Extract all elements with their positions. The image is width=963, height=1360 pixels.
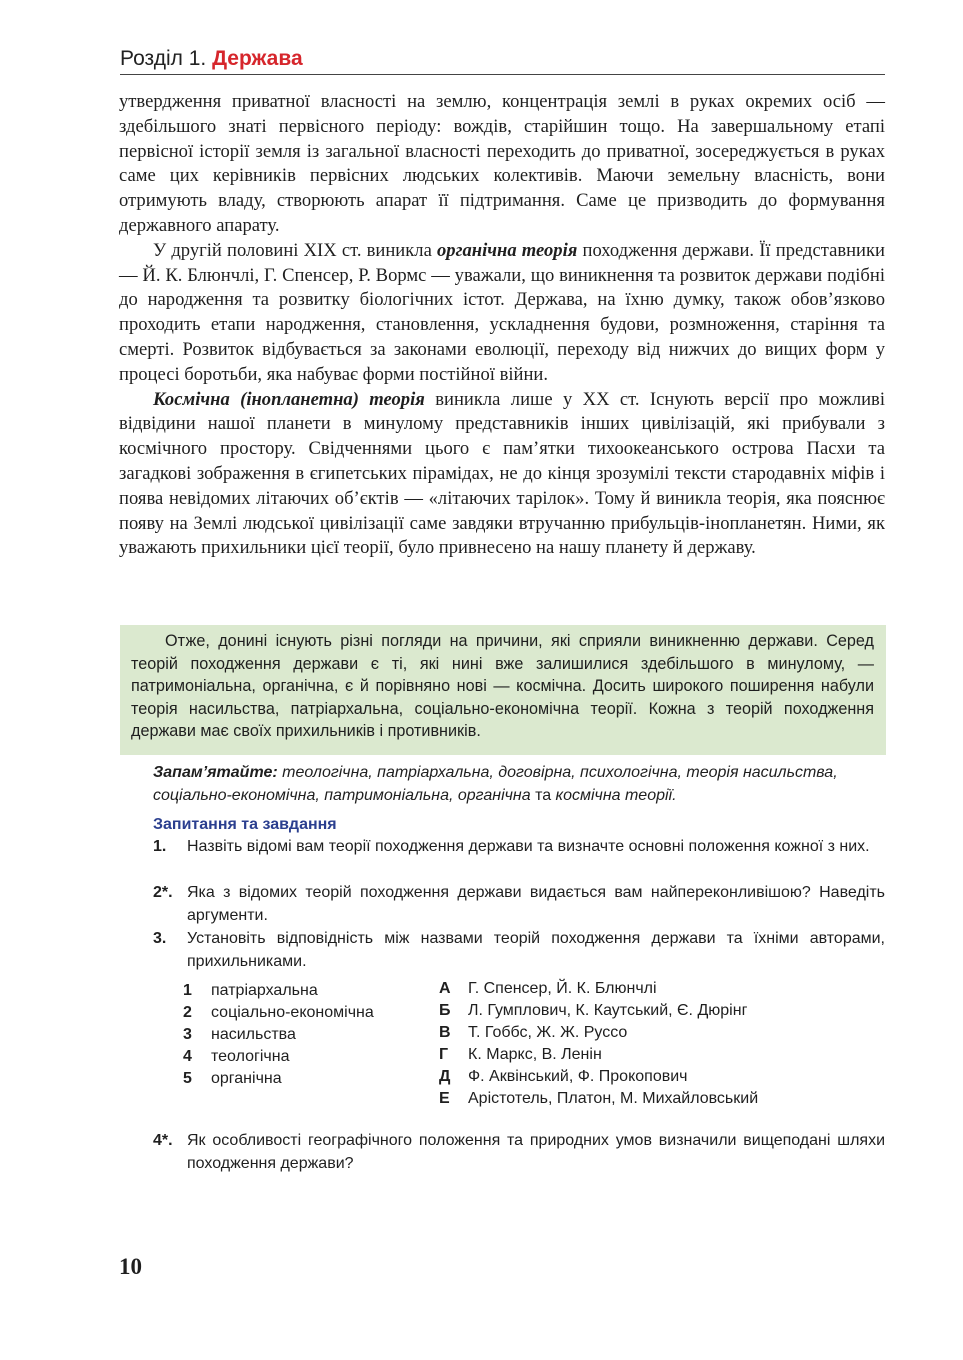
chapter-header — [120, 46, 885, 75]
match-right-item: Б Л. Гумплович, К. Каутський, Є. Дюрінг — [439, 1002, 748, 1019]
question-number: 3. — [153, 930, 167, 947]
question-2 — [153, 882, 885, 927]
chapter-title: Держава — [212, 47, 303, 70]
term-organic-theory: органічна теорія — [437, 239, 578, 261]
match-left-item: 1 патріархальна — [183, 982, 318, 999]
match-right-item: А Г. Спенсер, Й. К. Блюнчлі — [439, 980, 657, 997]
paragraph-3 — [119, 388, 885, 562]
remember-text: теологічна, патріархальна, договірна, психологічна, теорія насильства, соціально-економічна, патримоніальна, органічна — [153, 764, 838, 804]
summary-box — [120, 625, 886, 755]
match-left-item: 2 соціально-економічна — [183, 1004, 374, 1021]
question-text: Яка з відомих теорій походження держави видається вам найпереконливішою? Наведіть аргументи. — [187, 884, 885, 924]
paragraph-1: утвердження приватної власності на землю, концентрація землі в руках окремих осіб — здебільшого знаті первісного періоду: вождів, старійшин тощо. На завершальному етапі первісної історії земля із загальної власності переходить до приватної, зосереджується в руках саме цих керівників первісних людських колективів. Маючи земельну власність, вони отримують владу, створюють апарат її підтримання. Саме це призводить до формування державного апарату. — [119, 91, 885, 236]
match-left-item: 3 насильства — [183, 1026, 296, 1043]
questions-title: Запитання та завдання — [153, 816, 337, 833]
question-number: 1. — [153, 838, 167, 855]
page-number: 10 — [119, 1254, 142, 1279]
question-number: 4*. — [153, 1132, 173, 1149]
chapter-number: Розділ 1. — [120, 47, 207, 70]
remember-conj: та — [535, 786, 552, 804]
term-cosmic-theory: Космічна (інопланетна) теорія — [153, 388, 425, 410]
match-right-item: Е Арістотель, Платон, М. Михайловський — [439, 1090, 759, 1107]
match-right-item: Д Ф. Аквінський, Ф. Прокопович — [439, 1068, 688, 1085]
match-right-item: В Т. Гоббс, Ж. Ж. Руссо — [439, 1024, 628, 1041]
question-text: Установіть відповідність між назвами теорій походження держави та їхніми авторами, прихильниками. — [187, 930, 885, 970]
question-3 — [153, 928, 885, 973]
paragraph-2-start: У другій половині XIX ст. виникла — [153, 239, 437, 261]
paragraph-2 — [119, 239, 885, 388]
match-left-item: 5 органічна — [183, 1070, 282, 1087]
match-left-column — [183, 980, 374, 1090]
summary-text: Отже, донині існують різні погляди на причини, які сприяли виникненню держави. Серед теорій походження держави є ті, які нині вже залишилися здебільшого в минулому, — патримоніальна, органічна, є й порівняно нові — космічна. Досить широкого поширення набули теорія насильства, патріархальна, соціально-економічна теорії. Кожна з теорій походження держави має своїх прихильників і противників. — [131, 632, 874, 741]
remember-end: космічна теорії. — [551, 786, 677, 804]
question-4 — [153, 1130, 885, 1175]
paragraph-3-rest: виникла лише у XX ст. Існують версії про можливі відвідини нашої планети в минулому представників інших цивілізацій, які прибували з космічного простору. Свідченнями цього є пам’ятки тихоокеанського острова Пасхи та загадкові зображення в єгипетських пірамідах, не до кінця зрозумілі тексти стародавніх міфів і поява невідомих літаючих об’єктів — «літаючих тарілок». Тому й виникла теорія, яка пояснює появу на Землі людської цивілізації саме завдяки втручанню прибульців-інопланетян. Ними, як уважають прихильники цієї теорії, було привнесено на нашу планету й державу. — [119, 388, 886, 559]
question-number: 2*. — [153, 884, 173, 901]
match-left-item: 4 теологічна — [183, 1048, 290, 1065]
match-right-item: Г К. Маркс, В. Ленін — [439, 1046, 602, 1063]
question-text: Назвіть відомі вам теорії походження держави та визначте основні положення кожної з них. — [187, 838, 870, 855]
remember-block — [153, 762, 885, 807]
remember-label: Запам’ятайте: — [153, 764, 278, 781]
match-right-column — [439, 978, 758, 1110]
question-text: Як особливості географічного положення та природних умов визначили вищеподані шляхи походження держави? — [187, 1132, 885, 1172]
question-1 — [153, 836, 885, 859]
paragraph-2-rest: походження держави. Її представники — Й. К. Блюнчлі, Г. Спенсер, Р. Вормс — уважали, що виникнення та розвиток держави подібні до народження та розвитку біологічних істот. Держава, на їхню думку, також обов’язково проходить етапи народження, становлення, ускладнення будови, розмноження, старіння та смерті. Розвиток відбувається за законами еволюції, переходу від нижчих до вищих форм у процесі боротьби, яка набуває форми постійної війни. — [119, 239, 885, 385]
main-text — [119, 90, 885, 561]
